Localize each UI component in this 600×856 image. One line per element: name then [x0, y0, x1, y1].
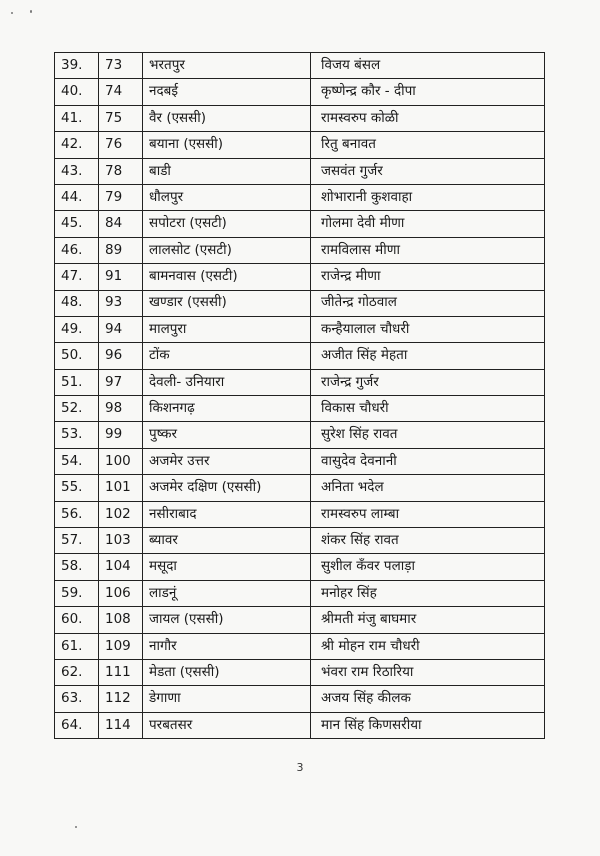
serial-number-cell: 60.	[55, 607, 99, 633]
candidate-name-cell: गोलमा देवी मीणा	[311, 211, 545, 237]
candidate-name-cell: अजीत सिंह मेहता	[311, 343, 545, 369]
constituency-name-cell: भरतपुर	[143, 53, 311, 79]
table-row	[55, 448, 545, 474]
constituency-name-cell: वैर (एससी)	[143, 105, 311, 131]
scan-speck	[30, 10, 32, 13]
serial-number-cell: 40.	[55, 79, 99, 105]
constituency-number-cell: 74	[99, 79, 143, 105]
candidate-name-cell: विजय बंसल	[311, 53, 545, 79]
scan-speck	[75, 826, 77, 828]
constituency-name-cell: लाडनूं	[143, 580, 311, 606]
serial-number-cell: 43.	[55, 158, 99, 184]
table-row	[55, 343, 545, 369]
candidate-name-cell: कन्हैयालाल चौधरी	[311, 316, 545, 342]
constituency-number-cell: 93	[99, 290, 143, 316]
candidate-name-cell: शोभारानी कुशवाहा	[311, 184, 545, 210]
constituency-number-cell: 112	[99, 686, 143, 712]
table-row	[55, 580, 545, 606]
constituency-name-cell: मेडता (एससी)	[143, 659, 311, 685]
constituency-name-cell: ब्यावर	[143, 528, 311, 554]
serial-number-cell: 42.	[55, 132, 99, 158]
constituency-number-cell: 108	[99, 607, 143, 633]
constituency-number-cell: 78	[99, 158, 143, 184]
constituency-name-cell: नागौर	[143, 633, 311, 659]
constituency-number-cell: 79	[99, 184, 143, 210]
constituency-number-cell: 96	[99, 343, 143, 369]
constituency-number-cell: 106	[99, 580, 143, 606]
constituency-name-cell: किशनगढ़	[143, 396, 311, 422]
candidate-name-cell: भंवरा राम रिठारिया	[311, 659, 545, 685]
constituency-name-cell: देवली- उनियारा	[143, 369, 311, 395]
candidate-name-cell: अनिता भदेल	[311, 475, 545, 501]
constituency-number-cell: 84	[99, 211, 143, 237]
serial-number-cell: 62.	[55, 659, 99, 685]
table-row	[55, 633, 545, 659]
constituency-number-cell: 100	[99, 448, 143, 474]
candidate-name-cell: जसवंत गुर्जर	[311, 158, 545, 184]
constituency-number-cell: 98	[99, 396, 143, 422]
serial-number-cell: 46.	[55, 237, 99, 263]
candidate-name-cell: जीतेन्द्र गोठवाल	[311, 290, 545, 316]
table-row	[55, 659, 545, 685]
constituency-number-cell: 102	[99, 501, 143, 527]
table-row	[55, 607, 545, 633]
serial-number-cell: 54.	[55, 448, 99, 474]
constituency-name-cell: नदबई	[143, 79, 311, 105]
serial-number-cell: 52.	[55, 396, 99, 422]
serial-number-cell: 49.	[55, 316, 99, 342]
table-row	[55, 712, 545, 738]
constituency-number-cell: 89	[99, 237, 143, 263]
table-row	[55, 316, 545, 342]
table-row	[55, 475, 545, 501]
candidate-name-cell: राजेन्द्र मीणा	[311, 264, 545, 290]
table-row	[55, 290, 545, 316]
constituency-number-cell: 99	[99, 422, 143, 448]
table-row	[55, 79, 545, 105]
constituency-name-cell: सपोटरा (एसटी)	[143, 211, 311, 237]
table-row	[55, 184, 545, 210]
candidate-name-cell: विकास चौधरी	[311, 396, 545, 422]
constituency-number-cell: 103	[99, 528, 143, 554]
serial-number-cell: 64.	[55, 712, 99, 738]
candidate-name-cell: मनोहर सिंह	[311, 580, 545, 606]
constituency-name-cell: धौलपुर	[143, 184, 311, 210]
constituency-name-cell: परबतसर	[143, 712, 311, 738]
constituency-name-cell: बाडी	[143, 158, 311, 184]
table-row	[55, 369, 545, 395]
table-row	[55, 211, 545, 237]
candidate-name-cell: अजय सिंह कीलक	[311, 686, 545, 712]
constituency-number-cell: 111	[99, 659, 143, 685]
serial-number-cell: 39.	[55, 53, 99, 79]
serial-number-cell: 53.	[55, 422, 99, 448]
constituency-number-cell: 73	[99, 53, 143, 79]
serial-number-cell: 41.	[55, 105, 99, 131]
constituency-name-cell: अजमेर दक्षिण (एससी)	[143, 475, 311, 501]
table-row	[55, 158, 545, 184]
serial-number-cell: 56.	[55, 501, 99, 527]
constituency-number-cell: 91	[99, 264, 143, 290]
candidate-name-cell: श्रीमती मंजु बाघमार	[311, 607, 545, 633]
candidate-name-cell: रामस्वरुप कोळी	[311, 105, 545, 131]
table-row	[55, 53, 545, 79]
constituency-name-cell: बयाना (एससी)	[143, 132, 311, 158]
candidate-name-cell: रितु बनावत	[311, 132, 545, 158]
serial-number-cell: 58.	[55, 554, 99, 580]
scan-speck	[11, 12, 13, 14]
constituency-name-cell: नसीराबाद	[143, 501, 311, 527]
serial-number-cell: 57.	[55, 528, 99, 554]
table-row	[55, 237, 545, 263]
serial-number-cell: 63.	[55, 686, 99, 712]
constituency-name-cell: अजमेर उत्तर	[143, 448, 311, 474]
candidate-name-cell: शंकर सिंह रावत	[311, 528, 545, 554]
table-row	[55, 422, 545, 448]
table-row	[55, 501, 545, 527]
candidate-name-cell: वासुदेव देवनानी	[311, 448, 545, 474]
table-row	[55, 105, 545, 131]
constituency-number-cell: 104	[99, 554, 143, 580]
constituency-name-cell: मालपुरा	[143, 316, 311, 342]
candidate-name-cell: मान सिंह किणसरीया	[311, 712, 545, 738]
serial-number-cell: 51.	[55, 369, 99, 395]
serial-number-cell: 55.	[55, 475, 99, 501]
constituency-number-cell: 76	[99, 132, 143, 158]
constituency-number-cell: 94	[99, 316, 143, 342]
candidate-name-cell: सुशील कँवर पलाड़ा	[311, 554, 545, 580]
constituency-name-cell: टोंक	[143, 343, 311, 369]
constituency-name-cell: पुष्कर	[143, 422, 311, 448]
constituency-name-cell: डेगाणा	[143, 686, 311, 712]
table-row	[55, 528, 545, 554]
candidate-name-cell: कृष्णेन्द्र कौर - दीपा	[311, 79, 545, 105]
constituency-number-cell: 114	[99, 712, 143, 738]
serial-number-cell: 48.	[55, 290, 99, 316]
table-row	[55, 264, 545, 290]
constituency-name-cell: मसूदा	[143, 554, 311, 580]
constituency-name-cell: जायल (एससी)	[143, 607, 311, 633]
table-row	[55, 132, 545, 158]
serial-number-cell: 45.	[55, 211, 99, 237]
constituency-number-cell: 97	[99, 369, 143, 395]
serial-number-cell: 47.	[55, 264, 99, 290]
constituency-name-cell: खण्डार (एससी)	[143, 290, 311, 316]
page-number: 3	[296, 761, 304, 774]
serial-number-cell: 61.	[55, 633, 99, 659]
serial-number-cell: 44.	[55, 184, 99, 210]
constituency-number-cell: 101	[99, 475, 143, 501]
constituency-number-cell: 109	[99, 633, 143, 659]
serial-number-cell: 59.	[55, 580, 99, 606]
constituency-name-cell: बामनवास (एसटी)	[143, 264, 311, 290]
table-row	[55, 554, 545, 580]
constituency-number-cell: 75	[99, 105, 143, 131]
candidate-list-table	[54, 52, 545, 739]
serial-number-cell: 50.	[55, 343, 99, 369]
table-row	[55, 686, 545, 712]
table-row	[55, 396, 545, 422]
candidate-name-cell: श्री मोहन राम चौधरी	[311, 633, 545, 659]
candidate-name-cell: रामविलास मीणा	[311, 237, 545, 263]
table-body	[55, 53, 545, 739]
constituency-name-cell: लालसोट (एसटी)	[143, 237, 311, 263]
candidate-name-cell: सुरेश सिंह रावत	[311, 422, 545, 448]
candidate-name-cell: राजेन्द्र गुर्जर	[311, 369, 545, 395]
candidate-name-cell: रामस्वरुप लाम्बा	[311, 501, 545, 527]
